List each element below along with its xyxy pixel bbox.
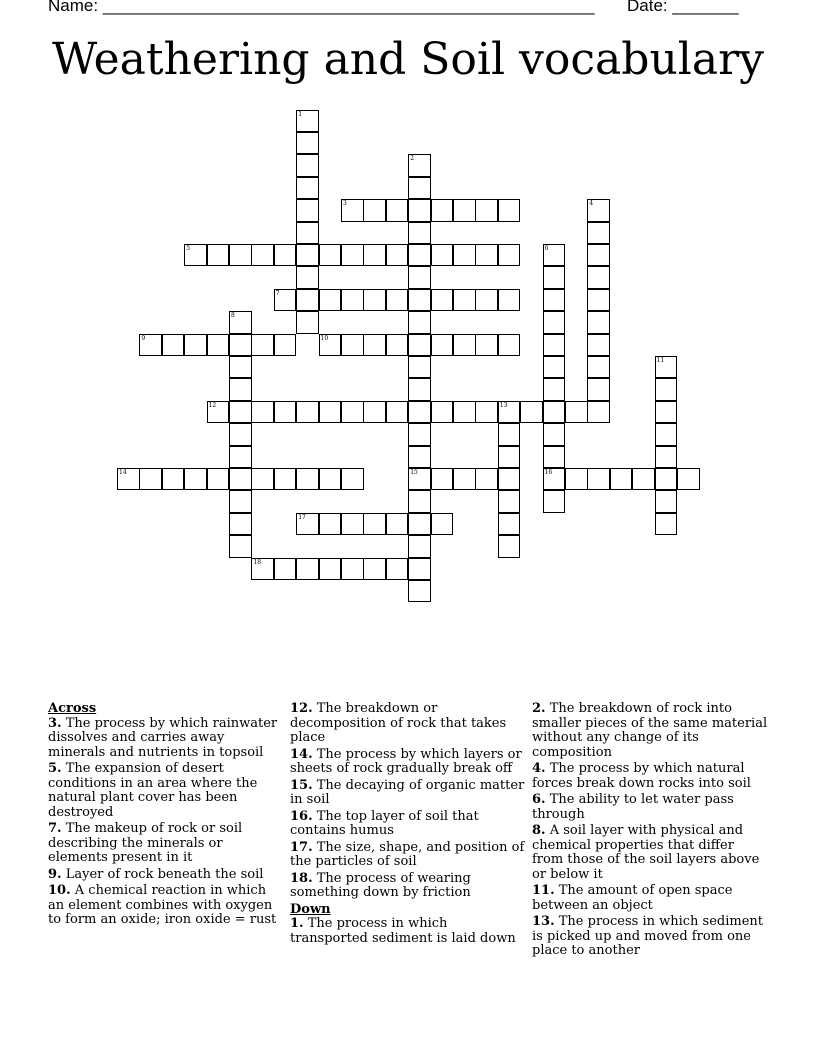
crossword-cell[interactable] <box>543 401 566 424</box>
crossword-cell[interactable] <box>498 289 521 312</box>
crossword-cell[interactable] <box>408 177 431 200</box>
crossword-cell[interactable] <box>296 468 319 491</box>
clue-across-3 <box>48 717 284 761</box>
crossword-cell[interactable] <box>655 356 678 379</box>
crossword-cell[interactable] <box>296 401 319 424</box>
clue-number: 9. <box>48 866 62 882</box>
crossword-cell[interactable] <box>587 334 610 357</box>
clue-number: 6. <box>532 792 546 807</box>
clue-across-7 <box>48 822 284 866</box>
crossword-cell[interactable] <box>386 401 409 424</box>
crossword-cell[interactable] <box>431 244 454 267</box>
clue-across-9 <box>48 868 284 883</box>
crossword-cell[interactable] <box>274 334 297 357</box>
down-heading: Down <box>290 901 331 917</box>
crossword-cell[interactable] <box>296 289 319 312</box>
crossword-cell[interactable] <box>408 266 431 289</box>
crossword-cell[interactable] <box>543 468 566 491</box>
crossword-cell[interactable] <box>207 244 230 267</box>
crossword-cell[interactable] <box>543 334 566 357</box>
crossword-cell[interactable] <box>587 311 610 334</box>
cell-number: 1 <box>298 110 303 118</box>
crossword-cell[interactable] <box>274 401 297 424</box>
clue-number: 10. <box>48 883 71 898</box>
cell-number: 2 <box>410 155 415 163</box>
crossword-cell[interactable] <box>543 311 566 334</box>
crossword-cell[interactable] <box>408 580 431 603</box>
crossword-cell[interactable] <box>229 423 252 446</box>
crossword-cell[interactable] <box>296 199 319 222</box>
crossword-cell[interactable] <box>296 132 319 155</box>
crossword-cell[interactable] <box>296 222 319 245</box>
clue-text: The process by which layers or sheets of rock gradually break off <box>290 746 522 776</box>
crossword-cell[interactable] <box>229 401 252 424</box>
crossword-cell[interactable] <box>139 334 162 357</box>
crossword-cell[interactable] <box>274 558 297 581</box>
crossword-cell[interactable] <box>543 266 566 289</box>
clue-across-16 <box>290 810 526 839</box>
clue-down-8 <box>532 824 768 882</box>
clue-down-13 <box>532 915 768 959</box>
crossword-cell[interactable] <box>386 289 409 312</box>
crossword-cell[interactable] <box>229 311 252 334</box>
crossword-cell[interactable] <box>408 289 431 312</box>
crossword-cell[interactable] <box>543 356 566 379</box>
crossword-cell[interactable] <box>587 266 610 289</box>
crossword-cell[interactable] <box>587 468 610 491</box>
crossword-cell[interactable] <box>251 468 274 491</box>
crossword-cell[interactable] <box>431 334 454 357</box>
crossword-cell[interactable] <box>251 401 274 424</box>
clue-number: 17. <box>290 839 313 855</box>
cell-number: 15 <box>410 468 418 476</box>
crossword-cell[interactable] <box>498 199 521 222</box>
crossword-cell[interactable] <box>274 244 297 267</box>
clues-column-1 <box>48 702 284 930</box>
crossword-cell[interactable] <box>229 490 252 513</box>
crossword-cell[interactable] <box>655 446 678 469</box>
crossword-cell[interactable] <box>274 468 297 491</box>
crossword-cell[interactable] <box>363 401 386 424</box>
clues-column-3 <box>532 702 768 961</box>
crossword-cell[interactable] <box>341 199 364 222</box>
crossword-cell[interactable] <box>408 490 431 513</box>
crossword-cell[interactable] <box>386 199 409 222</box>
crossword-cell[interactable] <box>498 244 521 267</box>
crossword-cell[interactable] <box>475 401 498 424</box>
crossword-cell[interactable] <box>543 446 566 469</box>
crossword-cell[interactable] <box>229 334 252 357</box>
crossword-cell[interactable] <box>251 558 274 581</box>
crossword-cell[interactable] <box>587 289 610 312</box>
crossword-cell[interactable] <box>363 558 386 581</box>
cell-number: 13 <box>499 401 508 409</box>
page-title: Weathering and Soil vocabulary <box>52 34 764 85</box>
crossword-cell[interactable] <box>543 423 566 446</box>
crossword-cell[interactable] <box>184 244 207 267</box>
cell-number: 11 <box>656 356 665 364</box>
clue-across-17 <box>290 841 526 870</box>
crossword-cell[interactable] <box>453 468 476 491</box>
across-heading: Across <box>48 701 97 716</box>
crossword-cell[interactable] <box>475 468 498 491</box>
cell-number: 4 <box>589 200 594 208</box>
crossword-cell[interactable] <box>296 266 319 289</box>
crossword-cell[interactable] <box>207 468 230 491</box>
crossword-cell[interactable] <box>341 558 364 581</box>
crossword-cell[interactable] <box>229 513 252 536</box>
clue-down-2 <box>532 702 768 760</box>
crossword-cell[interactable] <box>498 446 521 469</box>
clue-text: The breakdown or decomposition of rock that takes place <box>290 701 507 745</box>
crossword-cell[interactable] <box>655 423 678 446</box>
crossword-cell[interactable] <box>251 244 274 267</box>
crossword-cell[interactable] <box>319 334 342 357</box>
clue-down-11 <box>532 884 768 913</box>
crossword-cell[interactable] <box>229 535 252 558</box>
clue-text: The decaying of organic matter in soil <box>290 777 525 807</box>
crossword-cell[interactable] <box>408 468 431 491</box>
date-field-label: Date: _______ <box>627 0 739 15</box>
clue-across-18 <box>290 872 526 901</box>
crossword-cell[interactable] <box>184 468 207 491</box>
crossword-cell[interactable] <box>587 356 610 379</box>
clue-number: 11. <box>532 883 555 898</box>
crossword-cell[interactable] <box>475 334 498 357</box>
clue-across-15 <box>290 779 526 808</box>
clue-number: 2. <box>532 701 546 716</box>
clue-number: 15. <box>290 777 313 793</box>
crossword-cell[interactable] <box>453 334 476 357</box>
crossword-cell[interactable] <box>296 513 319 536</box>
crossword-cell[interactable] <box>453 401 476 424</box>
crossword-cell[interactable] <box>453 244 476 267</box>
clue-text: The process by which natural forces break down rocks into soil <box>532 761 751 791</box>
crossword-cell[interactable] <box>319 558 342 581</box>
clue-text: The makeup of rock or soil describing the minerals or elements present in it <box>48 821 243 865</box>
crossword-cell[interactable] <box>363 199 386 222</box>
crossword-cell[interactable] <box>498 513 521 536</box>
cell-number: 8 <box>231 312 235 320</box>
crossword-cell[interactable] <box>431 513 454 536</box>
crossword-cell[interactable] <box>655 378 678 401</box>
crossword-cell[interactable] <box>341 401 364 424</box>
crossword-cell[interactable] <box>587 401 610 424</box>
cell-number: 18 <box>253 558 262 566</box>
crossword-cell[interactable] <box>296 558 319 581</box>
cell-number: 14 <box>119 468 127 476</box>
crossword-cell[interactable] <box>296 177 319 200</box>
cell-number: 3 <box>343 200 347 208</box>
crossword-cell[interactable] <box>386 513 409 536</box>
crossword-cell[interactable] <box>408 311 431 334</box>
clue-number: 7. <box>48 821 62 836</box>
crossword-cell[interactable] <box>431 289 454 312</box>
crossword-cell[interactable] <box>386 334 409 357</box>
crossword-cell[interactable] <box>162 334 185 357</box>
crossword-cell[interactable] <box>431 468 454 491</box>
clue-down-1 <box>290 917 526 946</box>
cell-number: 5 <box>186 244 191 252</box>
crossword-cell[interactable] <box>319 513 342 536</box>
crossword-cell[interactable] <box>296 311 319 334</box>
crossword-cell[interactable] <box>184 334 207 357</box>
crossword-cell[interactable] <box>363 513 386 536</box>
crossword-cell[interactable] <box>251 334 274 357</box>
clue-text: A chemical reaction in which an element combines with oxygen to form an oxide; iron oxide = rust <box>48 883 277 927</box>
cell-number: 10 <box>320 334 329 342</box>
crossword-cell[interactable] <box>229 468 252 491</box>
clue-text: The process of wearing something down by friction <box>290 870 471 900</box>
crossword-cell[interactable] <box>229 244 252 267</box>
clue-across-10 <box>48 884 284 928</box>
clue-number: 8. <box>532 823 546 838</box>
clue-text: The expansion of desert conditions in an area where the natural plant cover has been destroyed <box>48 761 258 820</box>
clue-number: 1. <box>290 916 304 931</box>
crossword-cell[interactable] <box>475 289 498 312</box>
clue-number: 13. <box>532 914 555 929</box>
crossword-cell[interactable] <box>341 334 364 357</box>
clue-text: Layer of rock beneath the soil <box>65 866 264 882</box>
clue-number: 4. <box>532 761 546 776</box>
crossword-cell[interactable] <box>587 244 610 267</box>
crossword-cell[interactable] <box>655 401 678 424</box>
crossword-cell[interactable] <box>498 535 521 558</box>
clue-number: 14. <box>290 746 313 762</box>
clue-text: The process in which sediment is picked up and moved from one place to another <box>532 914 764 958</box>
clue-number: 5. <box>48 761 62 776</box>
crossword-cell[interactable] <box>587 378 610 401</box>
clue-text: A soil layer with physical and chemical properties that differ from those of the soil layers above or below it <box>532 823 760 882</box>
clue-text: The process in which transported sediment is laid down <box>290 916 516 946</box>
crossword-cell[interactable] <box>543 244 566 267</box>
crossword-cell[interactable] <box>386 558 409 581</box>
cell-number: 9 <box>141 334 146 342</box>
crossword-cell[interactable] <box>229 446 252 469</box>
crossword-cell[interactable] <box>341 468 364 491</box>
clue-number: 12. <box>290 701 313 716</box>
clue-text: The amount of open space between an object <box>532 883 733 913</box>
clue-text: The ability to let water pass through <box>532 792 734 822</box>
crossword-cell[interactable] <box>431 199 454 222</box>
crossword-cell[interactable] <box>408 446 431 469</box>
crossword-cell[interactable] <box>139 468 162 491</box>
crossword-cell[interactable] <box>498 468 521 491</box>
crossword-cell[interactable] <box>408 558 431 581</box>
crossword-cell[interactable] <box>408 356 431 379</box>
crossword-cell[interactable] <box>543 378 566 401</box>
clue-down-6 <box>532 793 768 822</box>
crossword-cell[interactable] <box>117 468 140 491</box>
clue-across-14 <box>290 748 526 777</box>
crossword-cell[interactable] <box>565 468 588 491</box>
crossword-cell[interactable] <box>453 199 476 222</box>
crossword-cell[interactable] <box>587 222 610 245</box>
crossword-cell[interactable] <box>229 378 252 401</box>
crossword-cell[interactable] <box>632 468 655 491</box>
crossword-cell[interactable] <box>408 199 431 222</box>
clue-across-12 <box>290 702 526 746</box>
clues-column-2 <box>290 702 526 948</box>
crossword-cell[interactable] <box>162 468 185 491</box>
crossword-cell[interactable] <box>453 289 476 312</box>
crossword-cell[interactable] <box>296 154 319 177</box>
crossword-cell[interactable] <box>498 490 521 513</box>
clue-down-4 <box>532 762 768 791</box>
cell-number: 12 <box>208 401 217 409</box>
crossword-cell[interactable] <box>363 289 386 312</box>
crossword-cell[interactable] <box>408 401 431 424</box>
crossword-cell[interactable] <box>408 154 431 177</box>
crossword-cell[interactable] <box>587 199 610 222</box>
crossword-cell[interactable] <box>341 513 364 536</box>
clue-text: The process by which rainwater dissolves and carries away minerals and nutrients in topsoil <box>48 715 278 760</box>
crossword-cell[interactable] <box>520 401 543 424</box>
cell-number: 17 <box>298 513 306 521</box>
crossword-cell[interactable] <box>655 490 678 513</box>
crossword-cell[interactable] <box>363 244 386 267</box>
crossword-cell[interactable] <box>408 334 431 357</box>
clue-number: 16. <box>290 808 313 824</box>
crossword-cell[interactable] <box>296 244 319 267</box>
crossword-cell[interactable] <box>498 401 521 424</box>
crossword-cell[interactable] <box>319 468 342 491</box>
crossword-cell[interactable] <box>207 334 230 357</box>
cell-number: 6 <box>544 244 549 252</box>
crossword-cell[interactable] <box>565 401 588 424</box>
crossword-cell[interactable] <box>408 535 431 558</box>
crossword-cell[interactable] <box>207 401 230 424</box>
clue-text: The breakdown of rock into smaller pieces of the same material without any change of its composition <box>532 701 768 760</box>
crossword-cell[interactable] <box>498 423 521 446</box>
crossword-cell[interactable] <box>363 334 386 357</box>
crossword-cell[interactable] <box>386 244 409 267</box>
cell-number: 16 <box>544 468 553 476</box>
crossword-cell[interactable] <box>229 356 252 379</box>
crossword-cell[interactable] <box>408 423 431 446</box>
crossword-cell[interactable] <box>610 468 633 491</box>
clue-number: 3. <box>48 715 62 731</box>
crossword-cell[interactable] <box>408 513 431 536</box>
crossword-cell[interactable] <box>498 334 521 357</box>
crossword-cell[interactable] <box>274 289 297 312</box>
crossword-cell[interactable] <box>408 222 431 245</box>
crossword-cell[interactable] <box>408 244 431 267</box>
clue-text: The size, shape, and position of the particles of soil <box>290 839 525 869</box>
clue-text: The top layer of soil that contains humus <box>290 808 479 838</box>
crossword-cell[interactable] <box>341 289 364 312</box>
crossword-cell[interactable] <box>543 289 566 312</box>
crossword-cell[interactable] <box>431 401 454 424</box>
crossword-cell[interactable] <box>475 244 498 267</box>
crossword-cell[interactable] <box>341 244 364 267</box>
crossword-cell[interactable] <box>296 110 319 133</box>
crossword-cell[interactable] <box>677 468 700 491</box>
crossword-cell[interactable] <box>655 468 678 491</box>
crossword-cell[interactable] <box>543 490 566 513</box>
name-field-label: Name: ____________________________________________________ <box>48 0 595 15</box>
crossword-cell[interactable] <box>319 401 342 424</box>
crossword-cell[interactable] <box>319 289 342 312</box>
cell-number: 7 <box>275 289 280 297</box>
clue-across-5 <box>48 762 284 820</box>
crossword-cell[interactable] <box>408 378 431 401</box>
crossword-cell[interactable] <box>655 513 678 536</box>
crossword-cell[interactable] <box>319 244 342 267</box>
clue-number: 18. <box>290 870 313 886</box>
crossword-cell[interactable] <box>475 199 498 222</box>
